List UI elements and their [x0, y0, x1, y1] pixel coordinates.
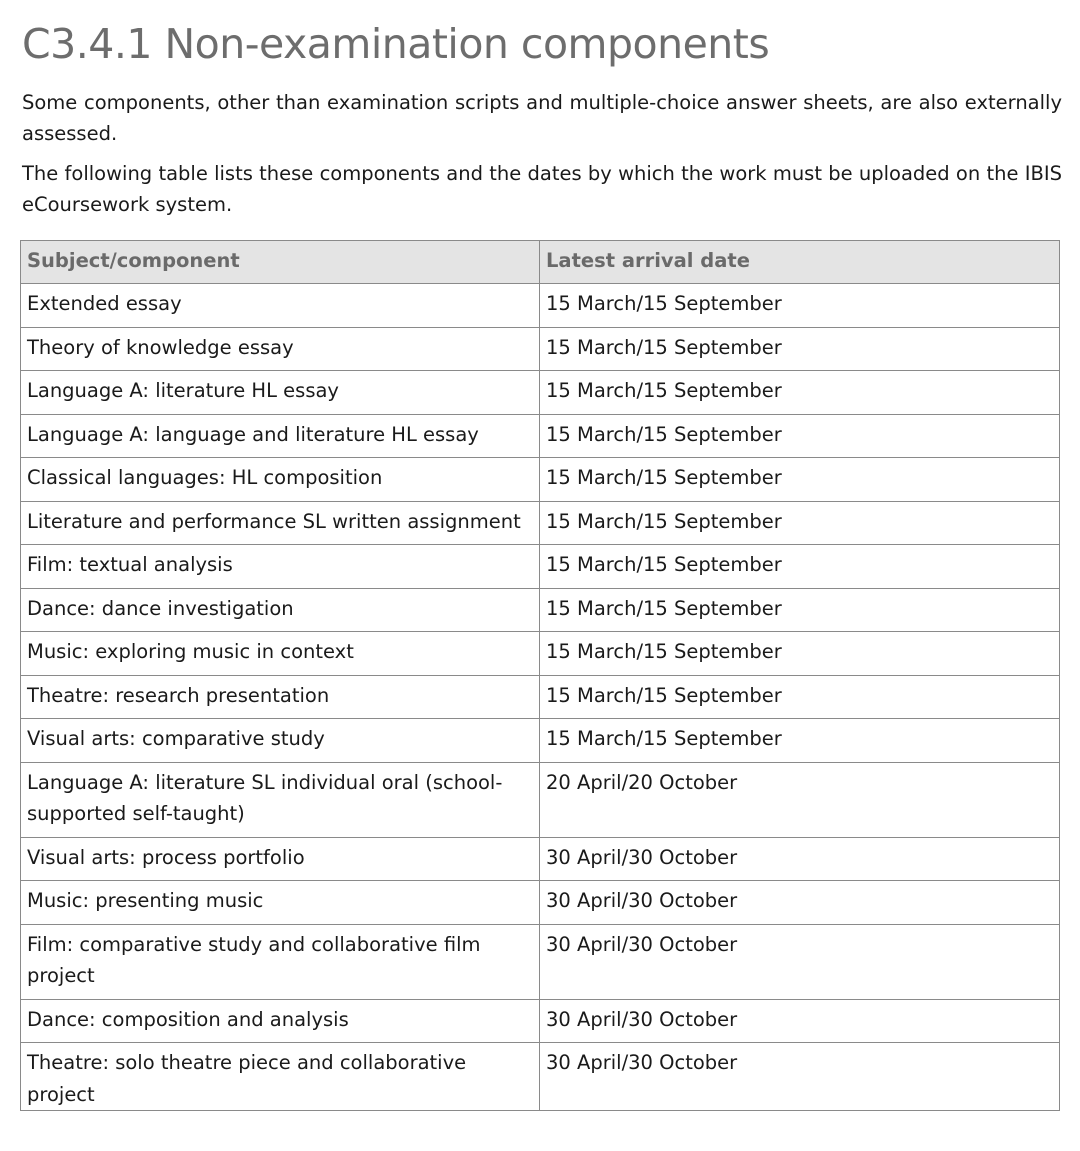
- date-cell: 15 March/15 September: [540, 675, 1060, 719]
- components-table-container: [20, 240, 1059, 1111]
- component-cell: Language A: literature SL individual oral (school-supported self-taught): [21, 762, 540, 837]
- component-cell: Theory of knowledge essay: [21, 327, 540, 371]
- table-row: [21, 414, 1060, 458]
- component-cell: Language A: literature HL essay: [21, 371, 540, 415]
- table-row: [21, 999, 1060, 1043]
- date-cell: 15 March/15 September: [540, 414, 1060, 458]
- date-cell: 15 March/15 September: [540, 545, 1060, 589]
- date-cell: 30 April/30 October: [540, 1043, 1060, 1111]
- table-header-row: [21, 241, 1060, 284]
- components-table: [20, 240, 1060, 1111]
- date-cell: 15 March/15 September: [540, 371, 1060, 415]
- table-row: [21, 458, 1060, 502]
- table-row: [21, 675, 1060, 719]
- date-cell: 15 March/15 September: [540, 588, 1060, 632]
- component-cell: Theatre: solo theatre piece and collaborative project: [21, 1043, 540, 1111]
- table-row: [21, 284, 1060, 328]
- component-cell: Music: presenting music: [21, 881, 540, 925]
- component-cell: Film: comparative study and collaborative film project: [21, 924, 540, 999]
- date-cell: 30 April/30 October: [540, 881, 1060, 925]
- table-row: [21, 1043, 1060, 1111]
- table-row: [21, 632, 1060, 676]
- date-cell: 30 April/30 October: [540, 837, 1060, 881]
- component-cell: Dance: dance investigation: [21, 588, 540, 632]
- table-row: [21, 588, 1060, 632]
- table-description-paragraph: The following table lists these components and the dates by which the work must be uploaded on the IBIS eCoursework system.: [22, 162, 1062, 216]
- date-cell: 15 March/15 September: [540, 327, 1060, 371]
- header-subject-component: Subject/component: [21, 241, 540, 284]
- intro-paragraph: Some components, other than examination scripts and multiple-choice answer sheets, are also externally assessed.: [22, 91, 1062, 145]
- date-cell: 15 March/15 September: [540, 458, 1060, 502]
- table-row: [21, 327, 1060, 371]
- date-cell: 15 March/15 September: [540, 284, 1060, 328]
- page-title: C3.4.1 Non-examination components: [22, 20, 770, 68]
- component-cell: Visual arts: process portfolio: [21, 837, 540, 881]
- component-cell: Extended essay: [21, 284, 540, 328]
- header-latest-arrival-date: Latest arrival date: [540, 241, 1060, 284]
- table-row: [21, 924, 1060, 999]
- date-cell: 15 March/15 September: [540, 501, 1060, 545]
- date-cell: 15 March/15 September: [540, 719, 1060, 763]
- table-row: [21, 371, 1060, 415]
- component-cell: Visual arts: comparative study: [21, 719, 540, 763]
- table-row: [21, 545, 1060, 589]
- table-row: [21, 837, 1060, 881]
- date-cell: 15 March/15 September: [540, 632, 1060, 676]
- component-cell: Music: exploring music in context: [21, 632, 540, 676]
- table-row: [21, 501, 1060, 545]
- date-cell: 30 April/30 October: [540, 999, 1060, 1043]
- component-cell: Literature and performance SL written assignment: [21, 501, 540, 545]
- component-cell: Theatre: research presentation: [21, 675, 540, 719]
- table-row: [21, 762, 1060, 837]
- component-cell: Dance: composition and analysis: [21, 999, 540, 1043]
- table-row: [21, 719, 1060, 763]
- component-cell: Language A: language and literature HL essay: [21, 414, 540, 458]
- component-cell: Classical languages: HL composition: [21, 458, 540, 502]
- component-cell: Film: textual analysis: [21, 545, 540, 589]
- table-row: [21, 881, 1060, 925]
- date-cell: 30 April/30 October: [540, 924, 1060, 999]
- date-cell: 20 April/20 October: [540, 762, 1060, 837]
